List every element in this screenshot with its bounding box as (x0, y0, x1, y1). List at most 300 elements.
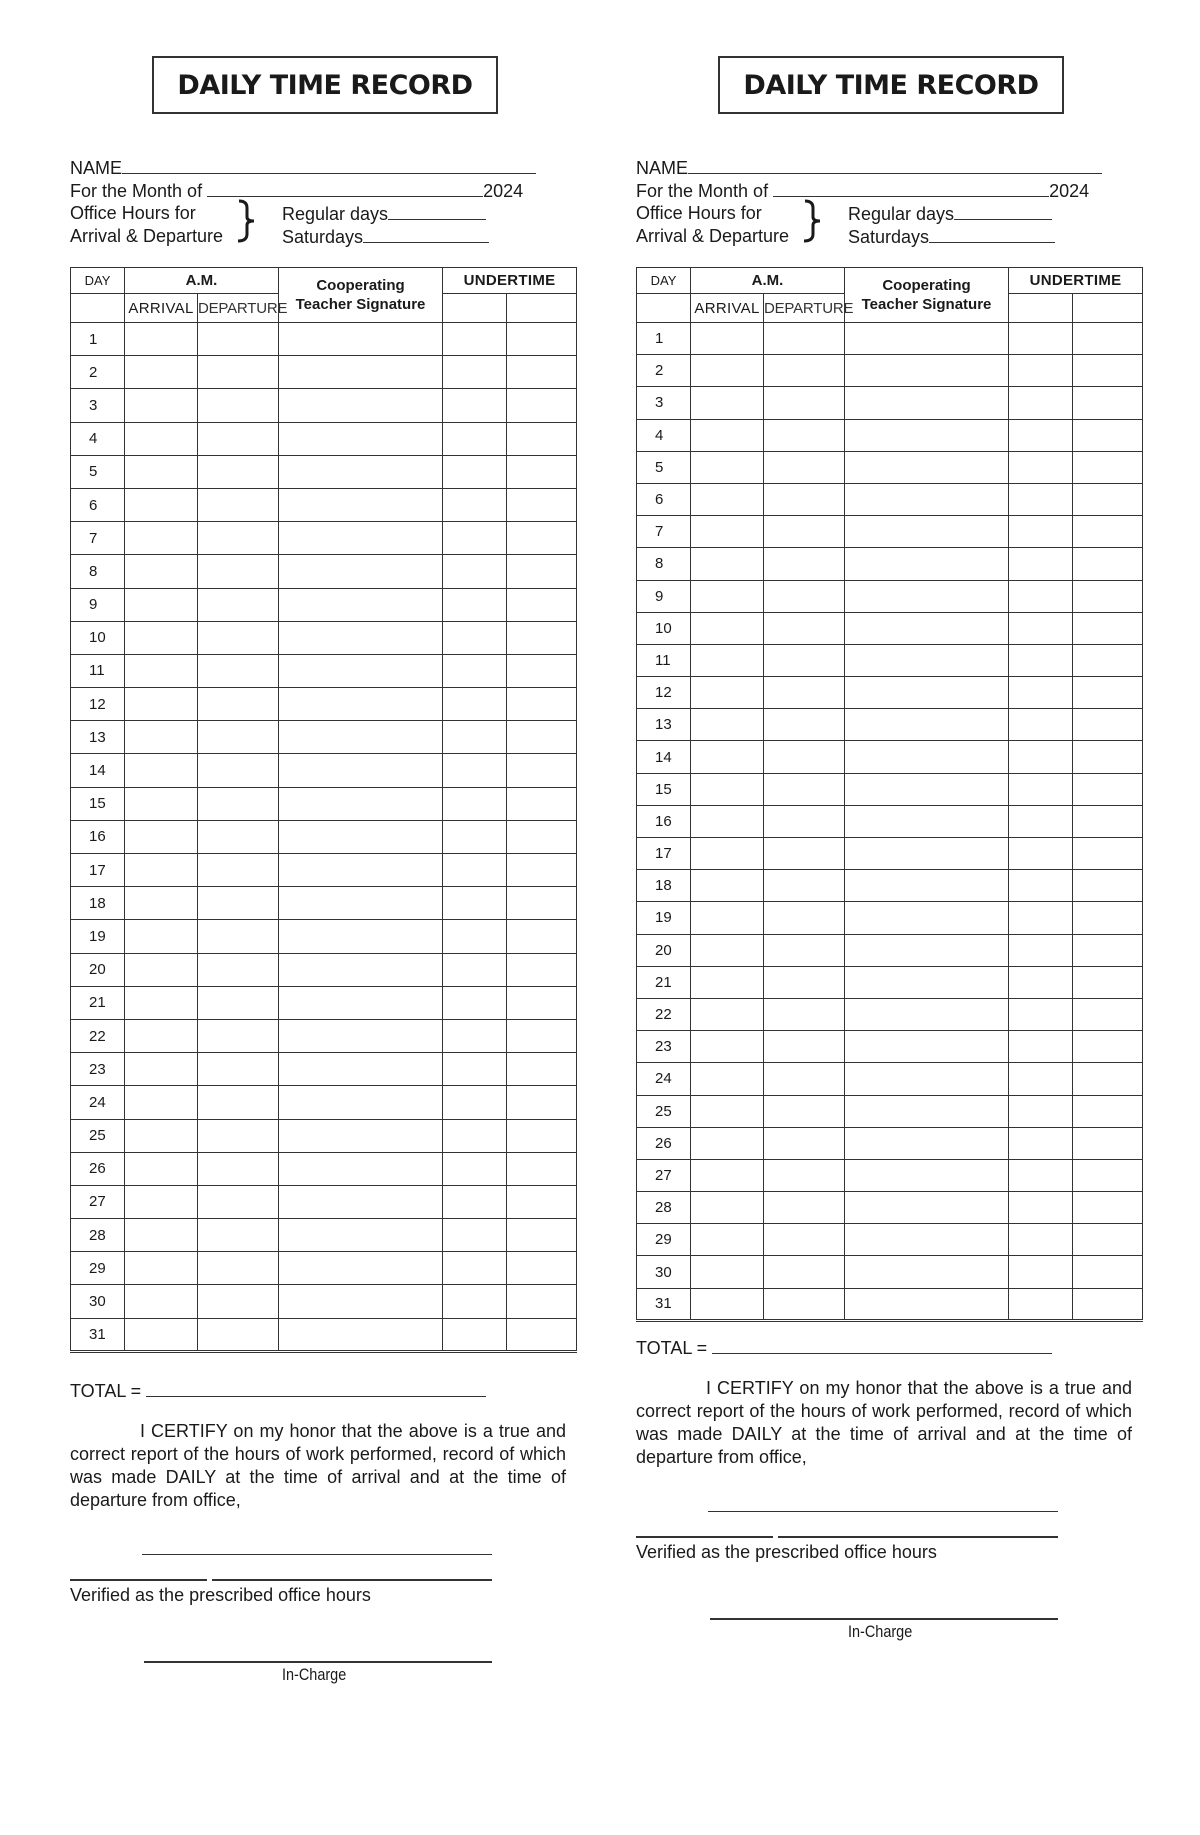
departure-cell[interactable] (764, 709, 845, 741)
signature-cell[interactable] (845, 870, 1009, 902)
arrival-cell[interactable] (691, 709, 764, 741)
arrival-cell[interactable] (125, 721, 198, 754)
undertime-minutes-cell[interactable] (1073, 677, 1143, 709)
arrival-cell[interactable] (691, 644, 764, 676)
signature-cell[interactable] (845, 709, 1009, 741)
undertime-minutes-cell[interactable] (1073, 1159, 1143, 1191)
signature-cell[interactable] (845, 419, 1009, 451)
signature-cell[interactable] (279, 654, 443, 687)
undertime-minutes-cell[interactable] (507, 920, 577, 953)
undertime-hours-cell[interactable] (1009, 612, 1073, 644)
departure-cell[interactable] (764, 773, 845, 805)
arrival-cell[interactable] (125, 920, 198, 953)
undertime-minutes-cell[interactable] (1073, 1224, 1143, 1256)
departure-cell[interactable] (198, 1086, 279, 1119)
undertime-hours-cell[interactable] (1009, 1159, 1073, 1191)
departure-cell[interactable] (198, 1219, 279, 1252)
undertime-hours-cell[interactable] (1009, 451, 1073, 483)
departure-cell[interactable] (198, 688, 279, 721)
signature-cell[interactable] (279, 1219, 443, 1252)
signature-cell[interactable] (279, 787, 443, 820)
undertime-hours-cell[interactable] (443, 555, 507, 588)
month-field[interactable] (773, 179, 1049, 197)
saturdays-field[interactable] (929, 225, 1055, 243)
signature-cell[interactable] (279, 588, 443, 621)
undertime-hours-cell[interactable] (443, 688, 507, 721)
undertime-minutes-cell[interactable] (1073, 934, 1143, 966)
undertime-hours-cell[interactable] (1009, 741, 1073, 773)
departure-cell[interactable] (764, 966, 845, 998)
undertime-minutes-cell[interactable] (507, 621, 577, 654)
departure-cell[interactable] (764, 1256, 845, 1288)
departure-cell[interactable] (764, 934, 845, 966)
name-field[interactable] (122, 156, 536, 174)
arrival-cell[interactable] (125, 986, 198, 1019)
undertime-minutes-cell[interactable] (1073, 323, 1143, 355)
undertime-hours-cell[interactable] (443, 887, 507, 920)
arrival-cell[interactable] (125, 1119, 198, 1152)
departure-cell[interactable] (764, 355, 845, 387)
undertime-hours-cell[interactable] (443, 389, 507, 422)
undertime-minutes-cell[interactable] (507, 356, 577, 389)
arrival-cell[interactable] (125, 323, 198, 356)
undertime-hours-cell[interactable] (443, 488, 507, 521)
arrival-cell[interactable] (691, 1063, 764, 1095)
arrival-cell[interactable] (691, 612, 764, 644)
undertime-hours-cell[interactable] (1009, 805, 1073, 837)
undertime-minutes-cell[interactable] (1073, 1031, 1143, 1063)
departure-cell[interactable] (764, 838, 845, 870)
undertime-minutes-cell[interactable] (1073, 1192, 1143, 1224)
undertime-hours-cell[interactable] (1009, 1063, 1073, 1095)
undertime-hours-cell[interactable] (1009, 548, 1073, 580)
undertime-minutes-cell[interactable] (1073, 741, 1143, 773)
signature-cell[interactable] (279, 455, 443, 488)
departure-cell[interactable] (764, 1063, 845, 1095)
undertime-hours-cell[interactable] (1009, 1095, 1073, 1127)
signature-cell[interactable] (845, 451, 1009, 483)
undertime-hours-cell[interactable] (1009, 1256, 1073, 1288)
departure-cell[interactable] (764, 998, 845, 1030)
departure-cell[interactable] (198, 1185, 279, 1218)
arrival-cell[interactable] (125, 1019, 198, 1052)
arrival-cell[interactable] (125, 1185, 198, 1218)
arrival-cell[interactable] (691, 1288, 764, 1320)
arrival-cell[interactable] (125, 588, 198, 621)
departure-cell[interactable] (764, 1224, 845, 1256)
undertime-minutes-cell[interactable] (1073, 419, 1143, 451)
signature-cell[interactable] (279, 986, 443, 1019)
undertime-minutes-cell[interactable] (507, 688, 577, 721)
arrival-cell[interactable] (691, 870, 764, 902)
undertime-hours-cell[interactable] (443, 1318, 507, 1351)
undertime-minutes-cell[interactable] (507, 555, 577, 588)
undertime-hours-cell[interactable] (443, 920, 507, 953)
departure-cell[interactable] (764, 644, 845, 676)
departure-cell[interactable] (764, 580, 845, 612)
employee-signature-line[interactable] (142, 1554, 492, 1555)
undertime-minutes-cell[interactable] (1073, 1063, 1143, 1095)
verifier-signature-line-short[interactable] (70, 1579, 207, 1581)
departure-cell[interactable] (198, 920, 279, 953)
departure-cell[interactable] (198, 854, 279, 887)
undertime-hours-cell[interactable] (1009, 419, 1073, 451)
undertime-hours-cell[interactable] (443, 588, 507, 621)
undertime-hours-cell[interactable] (443, 422, 507, 455)
arrival-cell[interactable] (691, 451, 764, 483)
undertime-hours-cell[interactable] (443, 721, 507, 754)
signature-cell[interactable] (845, 805, 1009, 837)
signature-cell[interactable] (845, 902, 1009, 934)
departure-cell[interactable] (764, 1288, 845, 1320)
undertime-hours-cell[interactable] (443, 1053, 507, 1086)
arrival-cell[interactable] (691, 1192, 764, 1224)
departure-cell[interactable] (764, 741, 845, 773)
signature-cell[interactable] (845, 323, 1009, 355)
departure-cell[interactable] (764, 1192, 845, 1224)
undertime-hours-cell[interactable] (443, 1219, 507, 1252)
arrival-cell[interactable] (125, 555, 198, 588)
signature-cell[interactable] (279, 422, 443, 455)
arrival-cell[interactable] (125, 1285, 198, 1318)
signature-cell[interactable] (279, 1119, 443, 1152)
undertime-minutes-cell[interactable] (1073, 644, 1143, 676)
arrival-cell[interactable] (125, 422, 198, 455)
undertime-minutes-cell[interactable] (507, 1053, 577, 1086)
undertime-minutes-cell[interactable] (507, 721, 577, 754)
undertime-hours-cell[interactable] (443, 1152, 507, 1185)
signature-cell[interactable] (279, 621, 443, 654)
signature-cell[interactable] (845, 516, 1009, 548)
arrival-cell[interactable] (691, 966, 764, 998)
departure-cell[interactable] (764, 612, 845, 644)
undertime-hours-cell[interactable] (1009, 580, 1073, 612)
undertime-hours-cell[interactable] (443, 1019, 507, 1052)
arrival-cell[interactable] (691, 419, 764, 451)
arrival-cell[interactable] (691, 934, 764, 966)
departure-cell[interactable] (764, 451, 845, 483)
signature-cell[interactable] (845, 1224, 1009, 1256)
undertime-hours-cell[interactable] (443, 820, 507, 853)
arrival-cell[interactable] (125, 887, 198, 920)
signature-cell[interactable] (845, 838, 1009, 870)
signature-cell[interactable] (845, 1192, 1009, 1224)
signature-cell[interactable] (845, 966, 1009, 998)
undertime-hours-cell[interactable] (1009, 644, 1073, 676)
departure-cell[interactable] (198, 953, 279, 986)
signature-cell[interactable] (279, 323, 443, 356)
departure-cell[interactable] (198, 522, 279, 555)
signature-cell[interactable] (279, 1053, 443, 1086)
departure-cell[interactable] (764, 1031, 845, 1063)
undertime-minutes-cell[interactable] (507, 1285, 577, 1318)
undertime-hours-cell[interactable] (1009, 966, 1073, 998)
undertime-minutes-cell[interactable] (1073, 1095, 1143, 1127)
signature-cell[interactable] (279, 854, 443, 887)
undertime-hours-cell[interactable] (1009, 709, 1073, 741)
signature-cell[interactable] (845, 355, 1009, 387)
undertime-hours-cell[interactable] (443, 1285, 507, 1318)
signature-cell[interactable] (845, 1095, 1009, 1127)
undertime-minutes-cell[interactable] (1073, 966, 1143, 998)
arrival-cell[interactable] (125, 1086, 198, 1119)
departure-cell[interactable] (198, 754, 279, 787)
departure-cell[interactable] (198, 1285, 279, 1318)
signature-cell[interactable] (845, 1159, 1009, 1191)
month-field[interactable] (207, 179, 483, 197)
signature-cell[interactable] (845, 387, 1009, 419)
arrival-cell[interactable] (125, 1252, 198, 1285)
signature-cell[interactable] (279, 688, 443, 721)
departure-cell[interactable] (198, 1119, 279, 1152)
undertime-minutes-cell[interactable] (1073, 451, 1143, 483)
undertime-hours-cell[interactable] (443, 356, 507, 389)
undertime-minutes-cell[interactable] (507, 953, 577, 986)
arrival-cell[interactable] (125, 688, 198, 721)
arrival-cell[interactable] (125, 488, 198, 521)
undertime-minutes-cell[interactable] (507, 422, 577, 455)
arrival-cell[interactable] (691, 1224, 764, 1256)
arrival-cell[interactable] (691, 580, 764, 612)
arrival-cell[interactable] (691, 1095, 764, 1127)
undertime-minutes-cell[interactable] (1073, 773, 1143, 805)
undertime-hours-cell[interactable] (1009, 677, 1073, 709)
undertime-minutes-cell[interactable] (507, 1019, 577, 1052)
signature-cell[interactable] (279, 1086, 443, 1119)
undertime-minutes-cell[interactable] (1073, 1288, 1143, 1320)
regular-days-field[interactable] (954, 202, 1052, 220)
name-field[interactable] (688, 156, 1102, 174)
arrival-cell[interactable] (125, 754, 198, 787)
arrival-cell[interactable] (125, 820, 198, 853)
undertime-hours-cell[interactable] (1009, 902, 1073, 934)
signature-cell[interactable] (279, 356, 443, 389)
verifier-signature-line-long[interactable] (212, 1579, 492, 1581)
departure-cell[interactable] (764, 677, 845, 709)
undertime-minutes-cell[interactable] (507, 488, 577, 521)
undertime-hours-cell[interactable] (443, 522, 507, 555)
departure-cell[interactable] (764, 1159, 845, 1191)
undertime-hours-cell[interactable] (1009, 998, 1073, 1030)
undertime-hours-cell[interactable] (1009, 516, 1073, 548)
undertime-hours-cell[interactable] (443, 1086, 507, 1119)
signature-cell[interactable] (279, 1019, 443, 1052)
undertime-minutes-cell[interactable] (1073, 1127, 1143, 1159)
departure-cell[interactable] (198, 356, 279, 389)
undertime-hours-cell[interactable] (1009, 1288, 1073, 1320)
departure-cell[interactable] (198, 323, 279, 356)
signature-cell[interactable] (279, 1252, 443, 1285)
signature-cell[interactable] (279, 522, 443, 555)
undertime-minutes-cell[interactable] (1073, 355, 1143, 387)
signature-cell[interactable] (845, 1127, 1009, 1159)
arrival-cell[interactable] (691, 548, 764, 580)
arrival-cell[interactable] (691, 805, 764, 837)
arrival-cell[interactable] (125, 953, 198, 986)
departure-cell[interactable] (198, 820, 279, 853)
departure-cell[interactable] (198, 588, 279, 621)
signature-cell[interactable] (845, 644, 1009, 676)
arrival-cell[interactable] (125, 1053, 198, 1086)
undertime-hours-cell[interactable] (1009, 1031, 1073, 1063)
signature-cell[interactable] (845, 548, 1009, 580)
undertime-hours-cell[interactable] (1009, 1192, 1073, 1224)
departure-cell[interactable] (198, 787, 279, 820)
undertime-hours-cell[interactable] (1009, 934, 1073, 966)
undertime-minutes-cell[interactable] (1073, 709, 1143, 741)
signature-cell[interactable] (279, 754, 443, 787)
signature-cell[interactable] (845, 1288, 1009, 1320)
arrival-cell[interactable] (691, 998, 764, 1030)
undertime-minutes-cell[interactable] (1073, 516, 1143, 548)
undertime-minutes-cell[interactable] (1073, 1256, 1143, 1288)
undertime-hours-cell[interactable] (443, 953, 507, 986)
arrival-cell[interactable] (691, 677, 764, 709)
undertime-minutes-cell[interactable] (507, 787, 577, 820)
signature-cell[interactable] (845, 1256, 1009, 1288)
departure-cell[interactable] (764, 1127, 845, 1159)
departure-cell[interactable] (198, 1019, 279, 1052)
signature-cell[interactable] (845, 773, 1009, 805)
undertime-minutes-cell[interactable] (507, 986, 577, 1019)
in-charge-signature-line[interactable] (710, 1618, 1058, 1620)
undertime-minutes-cell[interactable] (507, 1185, 577, 1218)
signature-cell[interactable] (845, 934, 1009, 966)
undertime-minutes-cell[interactable] (1073, 548, 1143, 580)
undertime-minutes-cell[interactable] (507, 522, 577, 555)
signature-cell[interactable] (279, 820, 443, 853)
undertime-hours-cell[interactable] (1009, 870, 1073, 902)
total-field[interactable] (712, 1336, 1052, 1354)
undertime-minutes-cell[interactable] (507, 654, 577, 687)
undertime-hours-cell[interactable] (443, 787, 507, 820)
undertime-minutes-cell[interactable] (507, 323, 577, 356)
arrival-cell[interactable] (691, 1159, 764, 1191)
departure-cell[interactable] (198, 721, 279, 754)
regular-days-field[interactable] (388, 202, 486, 220)
signature-cell[interactable] (845, 677, 1009, 709)
arrival-cell[interactable] (691, 773, 764, 805)
arrival-cell[interactable] (691, 323, 764, 355)
signature-cell[interactable] (845, 580, 1009, 612)
arrival-cell[interactable] (691, 516, 764, 548)
signature-cell[interactable] (845, 1031, 1009, 1063)
departure-cell[interactable] (764, 1095, 845, 1127)
arrival-cell[interactable] (125, 1219, 198, 1252)
arrival-cell[interactable] (125, 455, 198, 488)
undertime-hours-cell[interactable] (443, 621, 507, 654)
undertime-minutes-cell[interactable] (507, 389, 577, 422)
departure-cell[interactable] (764, 548, 845, 580)
signature-cell[interactable] (279, 389, 443, 422)
departure-cell[interactable] (198, 654, 279, 687)
undertime-minutes-cell[interactable] (1073, 580, 1143, 612)
signature-cell[interactable] (279, 1152, 443, 1185)
undertime-minutes-cell[interactable] (1073, 483, 1143, 515)
arrival-cell[interactable] (125, 389, 198, 422)
departure-cell[interactable] (764, 483, 845, 515)
arrival-cell[interactable] (125, 1318, 198, 1351)
arrival-cell[interactable] (691, 838, 764, 870)
departure-cell[interactable] (198, 621, 279, 654)
undertime-minutes-cell[interactable] (1073, 998, 1143, 1030)
undertime-minutes-cell[interactable] (507, 820, 577, 853)
undertime-hours-cell[interactable] (443, 854, 507, 887)
undertime-minutes-cell[interactable] (507, 754, 577, 787)
undertime-hours-cell[interactable] (443, 654, 507, 687)
undertime-minutes-cell[interactable] (507, 1119, 577, 1152)
departure-cell[interactable] (198, 887, 279, 920)
departure-cell[interactable] (764, 516, 845, 548)
undertime-minutes-cell[interactable] (1073, 387, 1143, 419)
undertime-hours-cell[interactable] (1009, 773, 1073, 805)
signature-cell[interactable] (279, 1185, 443, 1218)
undertime-hours-cell[interactable] (1009, 483, 1073, 515)
undertime-hours-cell[interactable] (1009, 1224, 1073, 1256)
arrival-cell[interactable] (125, 522, 198, 555)
undertime-minutes-cell[interactable] (507, 1252, 577, 1285)
undertime-hours-cell[interactable] (443, 1119, 507, 1152)
arrival-cell[interactable] (125, 854, 198, 887)
undertime-minutes-cell[interactable] (507, 854, 577, 887)
departure-cell[interactable] (198, 1053, 279, 1086)
departure-cell[interactable] (764, 870, 845, 902)
total-field[interactable] (146, 1379, 486, 1397)
arrival-cell[interactable] (691, 1031, 764, 1063)
arrival-cell[interactable] (691, 741, 764, 773)
undertime-hours-cell[interactable] (1009, 323, 1073, 355)
undertime-minutes-cell[interactable] (1073, 838, 1143, 870)
undertime-minutes-cell[interactable] (507, 588, 577, 621)
signature-cell[interactable] (279, 887, 443, 920)
arrival-cell[interactable] (691, 387, 764, 419)
departure-cell[interactable] (764, 805, 845, 837)
departure-cell[interactable] (764, 419, 845, 451)
undertime-hours-cell[interactable] (1009, 838, 1073, 870)
undertime-hours-cell[interactable] (443, 986, 507, 1019)
undertime-minutes-cell[interactable] (507, 887, 577, 920)
departure-cell[interactable] (198, 986, 279, 1019)
arrival-cell[interactable] (125, 1152, 198, 1185)
undertime-hours-cell[interactable] (443, 754, 507, 787)
arrival-cell[interactable] (691, 355, 764, 387)
departure-cell[interactable] (198, 422, 279, 455)
signature-cell[interactable] (279, 920, 443, 953)
departure-cell[interactable] (198, 1252, 279, 1285)
departure-cell[interactable] (198, 1152, 279, 1185)
undertime-hours-cell[interactable] (443, 1252, 507, 1285)
signature-cell[interactable] (279, 721, 443, 754)
arrival-cell[interactable] (125, 621, 198, 654)
departure-cell[interactable] (764, 323, 845, 355)
departure-cell[interactable] (198, 1318, 279, 1351)
signature-cell[interactable] (279, 1285, 443, 1318)
employee-signature-line[interactable] (708, 1511, 1058, 1512)
departure-cell[interactable] (198, 389, 279, 422)
undertime-hours-cell[interactable] (443, 1185, 507, 1218)
departure-cell[interactable] (198, 455, 279, 488)
undertime-minutes-cell[interactable] (507, 455, 577, 488)
undertime-minutes-cell[interactable] (507, 1318, 577, 1351)
arrival-cell[interactable] (691, 483, 764, 515)
undertime-hours-cell[interactable] (443, 323, 507, 356)
arrival-cell[interactable] (691, 1127, 764, 1159)
signature-cell[interactable] (845, 612, 1009, 644)
undertime-minutes-cell[interactable] (507, 1219, 577, 1252)
departure-cell[interactable] (198, 488, 279, 521)
undertime-minutes-cell[interactable] (1073, 902, 1143, 934)
departure-cell[interactable] (198, 555, 279, 588)
